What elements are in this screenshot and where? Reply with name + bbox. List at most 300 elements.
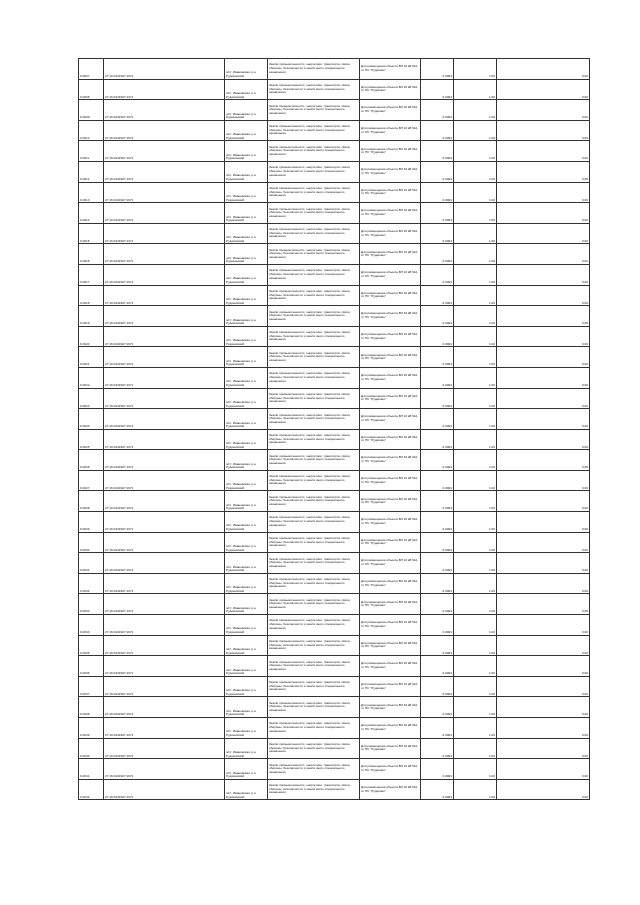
permitted-use: Для размещения объекта ВЛ 10 кВ №1 от ПС "Рудиково" <box>360 203 421 224</box>
table-row <box>79 718 590 739</box>
area-value: 0.0004 <box>421 388 454 409</box>
land-category: Земли промышленности, энергетики, транспорта, связи, обороны, безопасности и земли иного специального назначения <box>268 676 360 697</box>
permitted-use: Для размещения объекта ВЛ 10 кВ №1 от ПС "Рудиково" <box>360 697 421 718</box>
cadastral-number: 27:16:0441907:1071 <box>104 285 225 306</box>
cost-value: 0.00 <box>497 285 590 306</box>
table-row <box>79 388 590 409</box>
cost-value: 0.00 <box>497 718 590 739</box>
row-number: 0.0008 <box>79 79 104 100</box>
cadastral-number: 27:16:0441907:1071 <box>104 388 225 409</box>
share-value: 1.00 <box>454 676 497 697</box>
row-number: 0.0034 <box>79 615 104 636</box>
share-value: 1.00 <box>454 326 497 347</box>
area-value: 0.0004 <box>421 161 454 182</box>
share-value: 1.00 <box>454 141 497 162</box>
land-category: Земли промышленности, энергетики, транспорта, связи, обороны, безопасности и земли иного специального назначения <box>268 141 360 162</box>
cost-value: 0.00 <box>497 553 590 574</box>
location-address: п/ст. Ивановская, р-н Рудиковский <box>225 738 268 759</box>
land-category: Земли промышленности, энергетики, транспорта, связи, обороны, безопасности и земли иного специального назначения <box>268 182 360 203</box>
location-address: п/ст. Ивановская, р-н Рудиковский <box>225 450 268 471</box>
row-number: 0.0026 <box>79 450 104 471</box>
share-value: 1.00 <box>454 367 497 388</box>
table-row <box>79 244 590 265</box>
table-row <box>79 779 590 800</box>
permitted-use: Для размещения объекта ВЛ 10 кВ №1 от ПС "Рудиково" <box>360 594 421 615</box>
area-value: 0.0004 <box>421 635 454 656</box>
permitted-use: Для размещения объекта ВЛ 10 кВ №1 от ПС "Рудиково" <box>360 409 421 430</box>
share-value: 1.00 <box>454 635 497 656</box>
share-value: 1.00 <box>454 573 497 594</box>
cost-value: 0.00 <box>497 738 590 759</box>
cost-value: 0.00 <box>497 697 590 718</box>
location-address: п/ст. Ивановская, р-н Рудиковский <box>225 532 268 553</box>
share-value: 1.00 <box>454 512 497 533</box>
area-value: 0.0004 <box>421 718 454 739</box>
land-category: Земли промышленности, энергетики, транспорта, связи, обороны, безопасности и земли иного специального назначения <box>268 59 360 80</box>
land-category: Земли промышленности, энергетики, транспорта, связи, обороны, безопасности и земли иного специального назначения <box>268 512 360 533</box>
table-row <box>79 182 590 203</box>
row-number: 0.0011 <box>79 141 104 162</box>
location-address: п/ст. Ивановская, р-н Рудиковский <box>225 347 268 368</box>
row-number: 0.0023 <box>79 388 104 409</box>
location-address: п/ст. Ивановская, р-н Рудиковский <box>225 306 268 327</box>
table-row <box>79 573 590 594</box>
share-value: 1.00 <box>454 532 497 553</box>
location-address: п/ст. Ивановская, р-н Рудиковский <box>225 182 268 203</box>
permitted-use: Для размещения объекта ВЛ 10 кВ №1 от ПС "Рудиково" <box>360 326 421 347</box>
row-number: 0.0021 <box>79 347 104 368</box>
table-row <box>79 491 590 512</box>
permitted-use: Для размещения объекта ВЛ 10 кВ №1 от ПС "Рудиково" <box>360 450 421 471</box>
row-number: 0.0016 <box>79 244 104 265</box>
row-number: 0.0028 <box>79 491 104 512</box>
permitted-use: Для размещения объекта ВЛ 10 кВ №1 от ПС "Рудиково" <box>360 553 421 574</box>
permitted-use: Для размещения объекта ВЛ 10 кВ №1 от ПС "Рудиково" <box>360 532 421 553</box>
cost-value: 0.00 <box>497 429 590 450</box>
land-category: Земли промышленности, энергетики, транспорта, связи, обороны, безопасности и земли иного специального назначения <box>268 594 360 615</box>
table-row <box>79 635 590 656</box>
permitted-use: Для размещения объекта ВЛ 10 кВ №1 от ПС "Рудиково" <box>360 120 421 141</box>
row-number: 0.0030 <box>79 532 104 553</box>
location-address: п/ст. Ивановская, р-н Рудиковский <box>225 697 268 718</box>
cost-value: 0.00 <box>497 512 590 533</box>
table-row <box>79 264 590 285</box>
cadastral-number: 27:16:0441907:1071 <box>104 532 225 553</box>
permitted-use: Для размещения объекта ВЛ 10 кВ №1 от ПС "Рудиково" <box>360 59 421 80</box>
land-category: Земли промышленности, энергетики, транспорта, связи, обороны, безопасности и земли иного специального назначения <box>268 532 360 553</box>
share-value: 1.00 <box>454 59 497 80</box>
share-value: 1.00 <box>454 429 497 450</box>
row-number: 0.0024 <box>79 409 104 430</box>
share-value: 1.00 <box>454 100 497 121</box>
cadastral-number: 27:16:0441907:1071 <box>104 491 225 512</box>
land-category: Земли промышленности, энергетики, транспорта, связи, обороны, безопасности и земли иного специального назначения <box>268 470 360 491</box>
location-address: п/ст. Ивановская, р-н Рудиковский <box>225 79 268 100</box>
area-value: 0.0004 <box>421 244 454 265</box>
land-category: Земли промышленности, энергетики, транспорта, связи, обороны, безопасности и земли иного специального назначения <box>268 491 360 512</box>
table-row <box>79 615 590 636</box>
cost-value: 0.00 <box>497 161 590 182</box>
cadastral-number: 27:16:0441907:1071 <box>104 635 225 656</box>
location-address: п/ст. Ивановская, р-н Рудиковский <box>225 656 268 677</box>
cost-value: 0.00 <box>497 779 590 800</box>
cadastral-number: 27:16:0441907:1071 <box>104 203 225 224</box>
area-value: 0.0004 <box>421 264 454 285</box>
share-value: 1.00 <box>454 759 497 780</box>
land-category: Земли промышленности, энергетики, транспорта, связи, обороны, безопасности и земли иного специального назначения <box>268 264 360 285</box>
area-value: 0.0004 <box>421 347 454 368</box>
share-value: 1.00 <box>454 347 497 368</box>
cadastral-number: 27:16:0441907:1071 <box>104 409 225 430</box>
area-value: 0.0004 <box>421 100 454 121</box>
cadastral-number: 27:16:0441907:1071 <box>104 697 225 718</box>
cadastral-number: 27:16:0441907:1071 <box>104 120 225 141</box>
area-value: 0.0004 <box>421 59 454 80</box>
row-number: 0.0022 <box>79 367 104 388</box>
permitted-use: Для размещения объекта ВЛ 10 кВ №1 от ПС "Рудиково" <box>360 264 421 285</box>
location-address: п/ст. Ивановская, р-н Рудиковский <box>225 264 268 285</box>
row-number: 0.0025 <box>79 429 104 450</box>
cost-value: 0.00 <box>497 244 590 265</box>
location-address: п/ст. Ивановская, р-н Рудиковский <box>225 553 268 574</box>
permitted-use: Для размещения объекта ВЛ 10 кВ №1 от ПС "Рудиково" <box>360 347 421 368</box>
area-value: 0.0004 <box>421 470 454 491</box>
table-row <box>79 470 590 491</box>
cadastral-number: 27:16:0441907:1071 <box>104 470 225 491</box>
share-value: 1.00 <box>454 79 497 100</box>
table-row <box>79 100 590 121</box>
share-value: 1.00 <box>454 718 497 739</box>
table-row <box>79 532 590 553</box>
cadastral-number: 27:16:0441907:1071 <box>104 676 225 697</box>
area-value: 0.0004 <box>421 223 454 244</box>
cadastral-number: 27:16:0441907:1071 <box>104 573 225 594</box>
share-value: 1.00 <box>454 491 497 512</box>
land-category: Земли промышленности, энергетики, транспорта, связи, обороны, безопасности и земли иного специального назначения <box>268 409 360 430</box>
cadastral-number: 27:16:0441907:1071 <box>104 59 225 80</box>
table-row <box>79 203 590 224</box>
area-value: 0.0004 <box>421 779 454 800</box>
row-number: 0.0039 <box>79 718 104 739</box>
location-address: п/ст. Ивановская, р-н Рудиковский <box>225 573 268 594</box>
cost-value: 0.00 <box>497 223 590 244</box>
area-value: 0.0004 <box>421 429 454 450</box>
area-value: 0.0004 <box>421 697 454 718</box>
share-value: 1.00 <box>454 615 497 636</box>
row-number: 0.0010 <box>79 120 104 141</box>
permitted-use: Для размещения объекта ВЛ 10 кВ №1 от ПС "Рудиково" <box>360 491 421 512</box>
cost-value: 0.00 <box>497 676 590 697</box>
share-value: 1.00 <box>454 779 497 800</box>
table-row <box>79 512 590 533</box>
area-value: 0.0004 <box>421 738 454 759</box>
row-number: 0.0033 <box>79 594 104 615</box>
share-value: 1.00 <box>454 264 497 285</box>
permitted-use: Для размещения объекта ВЛ 10 кВ №1 от ПС "Рудиково" <box>360 573 421 594</box>
cost-value: 0.00 <box>497 450 590 471</box>
location-address: п/ст. Ивановская, р-н Рудиковский <box>225 718 268 739</box>
cost-value: 0.00 <box>497 759 590 780</box>
area-value: 0.0004 <box>421 512 454 533</box>
area-value: 0.0004 <box>421 656 454 677</box>
location-address: п/ст. Ивановская, р-н Рудиковский <box>225 512 268 533</box>
location-address: п/ст. Ивановская, р-н Рудиковский <box>225 161 268 182</box>
location-address: п/ст. Ивановская, р-н Рудиковский <box>225 141 268 162</box>
permitted-use: Для размещения объекта ВЛ 10 кВ №1 от ПС "Рудиково" <box>360 79 421 100</box>
land-category: Земли промышленности, энергетики, транспорта, связи, обороны, безопасности и земли иного специального назначения <box>268 244 360 265</box>
location-address: п/ст. Ивановская, р-н Рудиковский <box>225 223 268 244</box>
cost-value: 0.00 <box>497 59 590 80</box>
location-address: п/ст. Ивановская, р-н Рудиковский <box>225 594 268 615</box>
cadastral-number: 27:16:0441907:1071 <box>104 512 225 533</box>
table-row <box>79 759 590 780</box>
land-category: Земли промышленности, энергетики, транспорта, связи, обороны, безопасности и земли иного специального назначения <box>268 120 360 141</box>
share-value: 1.00 <box>454 285 497 306</box>
location-address: п/ст. Ивановская, р-н Рудиковский <box>225 59 268 80</box>
land-category: Земли промышленности, энергетики, транспорта, связи, обороны, безопасности и земли иного специального назначения <box>268 553 360 574</box>
land-category: Земли промышленности, энергетики, транспорта, связи, обороны, безопасности и земли иного специального назначения <box>268 738 360 759</box>
cadastral-number: 27:16:0441907:1071 <box>104 779 225 800</box>
cost-value: 0.00 <box>497 100 590 121</box>
land-category: Земли промышленности, энергетики, транспорта, связи, обороны, безопасности и земли иного специального назначения <box>268 306 360 327</box>
permitted-use: Для размещения объекта ВЛ 10 кВ №1 от ПС "Рудиково" <box>360 223 421 244</box>
land-category: Земли промышленности, энергетики, транспорта, связи, обороны, безопасности и земли иного специального назначения <box>268 759 360 780</box>
table-row <box>79 120 590 141</box>
cadastral-number: 27:16:0441907:1071 <box>104 223 225 244</box>
cadastral-number: 27:16:0441907:1071 <box>104 553 225 574</box>
location-address: п/ст. Ивановская, р-н Рудиковский <box>225 491 268 512</box>
cadastral-number: 27:16:0441907:1071 <box>104 182 225 203</box>
area-value: 0.0004 <box>421 759 454 780</box>
cadastral-number: 27:16:0441907:1071 <box>104 306 225 327</box>
cost-value: 0.00 <box>497 79 590 100</box>
area-value: 0.0004 <box>421 306 454 327</box>
share-value: 1.00 <box>454 161 497 182</box>
permitted-use: Для размещения объекта ВЛ 10 кВ №1 от ПС "Рудиково" <box>360 470 421 491</box>
table-row <box>79 326 590 347</box>
permitted-use: Для размещения объекта ВЛ 10 кВ №1 от ПС "Рудиково" <box>360 367 421 388</box>
cadastral-number: 27:16:0441907:1071 <box>104 615 225 636</box>
row-number: 0.0009 <box>79 100 104 121</box>
cadastral-number: 27:16:0441907:1071 <box>104 161 225 182</box>
land-category: Земли промышленности, энергетики, транспорта, связи, обороны, безопасности и земли иного специального назначения <box>268 615 360 636</box>
area-value: 0.0004 <box>421 553 454 574</box>
area-value: 0.0004 <box>421 573 454 594</box>
area-value: 0.0004 <box>421 676 454 697</box>
cost-value: 0.00 <box>497 615 590 636</box>
area-value: 0.0004 <box>421 203 454 224</box>
location-address: п/ст. Ивановская, р-н Рудиковский <box>225 367 268 388</box>
land-category: Земли промышленности, энергетики, транспорта, связи, обороны, безопасности и земли иного специального назначения <box>268 656 360 677</box>
cadastral-number: 27:16:0441907:1071 <box>104 79 225 100</box>
cost-value: 0.00 <box>497 264 590 285</box>
share-value: 1.00 <box>454 120 497 141</box>
land-category: Земли промышленности, энергетики, транспорта, связи, обороны, безопасности и земли иного специального назначения <box>268 203 360 224</box>
cadastral-number: 27:16:0441907:1071 <box>104 141 225 162</box>
location-address: п/ст. Ивановская, р-н Рудиковский <box>225 203 268 224</box>
area-value: 0.0004 <box>421 182 454 203</box>
area-value: 0.0004 <box>421 450 454 471</box>
cadastral-number: 27:16:0441907:1071 <box>104 759 225 780</box>
cost-value: 0.00 <box>497 532 590 553</box>
cost-value: 0.00 <box>497 656 590 677</box>
row-number: 0.0013 <box>79 182 104 203</box>
row-number: 0.0014 <box>79 203 104 224</box>
location-address: п/ст. Ивановская, р-н Рудиковский <box>225 615 268 636</box>
table-row <box>79 347 590 368</box>
permitted-use: Для размещения объекта ВЛ 10 кВ №1 от ПС "Рудиково" <box>360 635 421 656</box>
land-category: Земли промышленности, энергетики, транспорта, связи, обороны, безопасности и земли иного специального назначения <box>268 347 360 368</box>
permitted-use: Для размещения объекта ВЛ 10 кВ №1 от ПС "Рудиково" <box>360 388 421 409</box>
row-number: 0.0015 <box>79 223 104 244</box>
permitted-use: Для размещения объекта ВЛ 10 кВ №1 от ПС "Рудиково" <box>360 676 421 697</box>
cost-value: 0.00 <box>497 141 590 162</box>
area-value: 0.0004 <box>421 326 454 347</box>
area-value: 0.0004 <box>421 409 454 430</box>
table-row <box>79 223 590 244</box>
location-address: п/ст. Ивановская, р-н Рудиковский <box>225 409 268 430</box>
cost-value: 0.00 <box>497 594 590 615</box>
location-address: п/ст. Ивановская, р-н Рудиковский <box>225 100 268 121</box>
area-value: 0.0004 <box>421 491 454 512</box>
table-row <box>79 141 590 162</box>
permitted-use: Для размещения объекта ВЛ 10 кВ №1 от ПС "Рудиково" <box>360 244 421 265</box>
share-value: 1.00 <box>454 738 497 759</box>
share-value: 1.00 <box>454 244 497 265</box>
cost-value: 0.00 <box>497 470 590 491</box>
table-row <box>79 450 590 471</box>
permitted-use: Для размещения объекта ВЛ 10 кВ №1 от ПС "Рудиково" <box>360 306 421 327</box>
row-number: 0.0018 <box>79 285 104 306</box>
permitted-use: Для размещения объекта ВЛ 10 кВ №1 от ПС "Рудиково" <box>360 512 421 533</box>
permitted-use: Для размещения объекта ВЛ 10 кВ №1 от ПС "Рудиково" <box>360 656 421 677</box>
share-value: 1.00 <box>454 656 497 677</box>
permitted-use: Для размещения объекта ВЛ 10 кВ №1 от ПС "Рудиково" <box>360 285 421 306</box>
row-number: 0.0032 <box>79 573 104 594</box>
cadastral-number: 27:16:0441907:1071 <box>104 326 225 347</box>
permitted-use: Для размещения объекта ВЛ 10 кВ №1 от ПС "Рудиково" <box>360 718 421 739</box>
cost-value: 0.00 <box>497 367 590 388</box>
cost-value: 0.00 <box>497 573 590 594</box>
area-value: 0.0004 <box>421 285 454 306</box>
row-number: 0.0036 <box>79 656 104 677</box>
row-number: 0.0038 <box>79 697 104 718</box>
row-number: 0.0035 <box>79 635 104 656</box>
land-plots-table <box>78 58 590 800</box>
table-row <box>79 594 590 615</box>
share-value: 1.00 <box>454 470 497 491</box>
land-category: Земли промышленности, энергетики, транспорта, связи, обороны, безопасности и земли иного специального назначения <box>268 635 360 656</box>
location-address: п/ст. Ивановская, р-н Рудиковский <box>225 759 268 780</box>
cost-value: 0.00 <box>497 409 590 430</box>
permitted-use: Для размещения объекта ВЛ 10 кВ №1 от ПС "Рудиково" <box>360 615 421 636</box>
cadastral-number: 27:16:0441907:1071 <box>104 718 225 739</box>
row-number: 0.0042 <box>79 779 104 800</box>
area-value: 0.0004 <box>421 532 454 553</box>
cadastral-number: 27:16:0441907:1071 <box>104 656 225 677</box>
cadastral-number: 27:16:0441907:1071 <box>104 450 225 471</box>
land-category: Земли промышленности, энергетики, транспорта, связи, обороны, безопасности и земли иного специального назначения <box>268 718 360 739</box>
table-row <box>79 656 590 677</box>
row-number: 0.0020 <box>79 326 104 347</box>
row-number: 0.0007 <box>79 59 104 80</box>
row-number: 0.0037 <box>79 676 104 697</box>
permitted-use: Для размещения объекта ВЛ 10 кВ №1 от ПС "Рудиково" <box>360 429 421 450</box>
area-value: 0.0004 <box>421 120 454 141</box>
table-row <box>79 79 590 100</box>
land-category: Земли промышленности, энергетики, транспорта, связи, обороны, безопасности и земли иного специального назначения <box>268 697 360 718</box>
cadastral-number: 27:16:0441907:1071 <box>104 244 225 265</box>
table-row <box>79 59 590 80</box>
row-number: 0.0019 <box>79 306 104 327</box>
land-category: Земли промышленности, энергетики, транспорта, связи, обороны, безопасности и земли иного специального назначения <box>268 367 360 388</box>
location-address: п/ст. Ивановская, р-н Рудиковский <box>225 470 268 491</box>
row-number: 0.0012 <box>79 161 104 182</box>
cost-value: 0.00 <box>497 388 590 409</box>
land-category: Земли промышленности, энергетики, транспорта, связи, обороны, безопасности и земли иного специального назначения <box>268 223 360 244</box>
land-plots-table-sheet <box>78 58 588 800</box>
cost-value: 0.00 <box>497 306 590 327</box>
permitted-use: Для размещения объекта ВЛ 10 кВ №1 от ПС "Рудиково" <box>360 141 421 162</box>
location-address: п/ст. Ивановская, р-н Рудиковский <box>225 676 268 697</box>
land-category: Земли промышленности, энергетики, транспорта, связи, обороны, безопасности и земли иного специального назначения <box>268 779 360 800</box>
share-value: 1.00 <box>454 409 497 430</box>
permitted-use: Для размещения объекта ВЛ 10 кВ №1 от ПС "Рудиково" <box>360 738 421 759</box>
share-value: 1.00 <box>454 306 497 327</box>
row-number: 0.0040 <box>79 738 104 759</box>
location-address: п/ст. Ивановская, р-н Рудиковский <box>225 120 268 141</box>
permitted-use: Для размещения объекта ВЛ 10 кВ №1 от ПС "Рудиково" <box>360 100 421 121</box>
table-row <box>79 697 590 718</box>
location-address: п/ст. Ивановская, р-н Рудиковский <box>225 429 268 450</box>
row-number: 0.0017 <box>79 264 104 285</box>
land-category: Земли промышленности, энергетики, транспорта, связи, обороны, безопасности и земли иного специального назначения <box>268 285 360 306</box>
location-address: п/ст. Ивановская, р-н Рудиковский <box>225 388 268 409</box>
cost-value: 0.00 <box>497 347 590 368</box>
area-value: 0.0004 <box>421 141 454 162</box>
cadastral-number: 27:16:0441907:1071 <box>104 738 225 759</box>
table-row <box>79 553 590 574</box>
row-number: 0.0041 <box>79 759 104 780</box>
land-category: Земли промышленности, энергетики, транспорта, связи, обороны, безопасности и земли иного специального назначения <box>268 388 360 409</box>
area-value: 0.0004 <box>421 615 454 636</box>
area-value: 0.0004 <box>421 79 454 100</box>
share-value: 1.00 <box>454 223 497 244</box>
land-category: Земли промышленности, энергетики, транспорта, связи, обороны, безопасности и земли иного специального назначения <box>268 79 360 100</box>
location-address: п/ст. Ивановская, р-н Рудиковский <box>225 244 268 265</box>
cost-value: 0.00 <box>497 120 590 141</box>
share-value: 1.00 <box>454 553 497 574</box>
row-number: 0.0029 <box>79 512 104 533</box>
share-value: 1.00 <box>454 450 497 471</box>
table-row <box>79 409 590 430</box>
land-category: Земли промышленности, энергетики, транспорта, связи, обороны, безопасности и земли иного специального назначения <box>268 450 360 471</box>
land-category: Земли промышленности, энергетики, транспорта, связи, обороны, безопасности и земли иного специального назначения <box>268 573 360 594</box>
permitted-use: Для размещения объекта ВЛ 10 кВ №1 от ПС "Рудиково" <box>360 161 421 182</box>
cost-value: 0.00 <box>497 326 590 347</box>
cost-value: 0.00 <box>497 635 590 656</box>
table-row <box>79 306 590 327</box>
cadastral-number: 27:16:0441907:1071 <box>104 594 225 615</box>
location-address: п/ст. Ивановская, р-н Рудиковский <box>225 326 268 347</box>
share-value: 1.00 <box>454 203 497 224</box>
table-row <box>79 161 590 182</box>
area-value: 0.0004 <box>421 594 454 615</box>
share-value: 1.00 <box>454 594 497 615</box>
share-value: 1.00 <box>454 697 497 718</box>
land-category: Земли промышленности, энергетики, транспорта, связи, обороны, безопасности и земли иного специального назначения <box>268 100 360 121</box>
cadastral-number: 27:16:0441907:1071 <box>104 347 225 368</box>
